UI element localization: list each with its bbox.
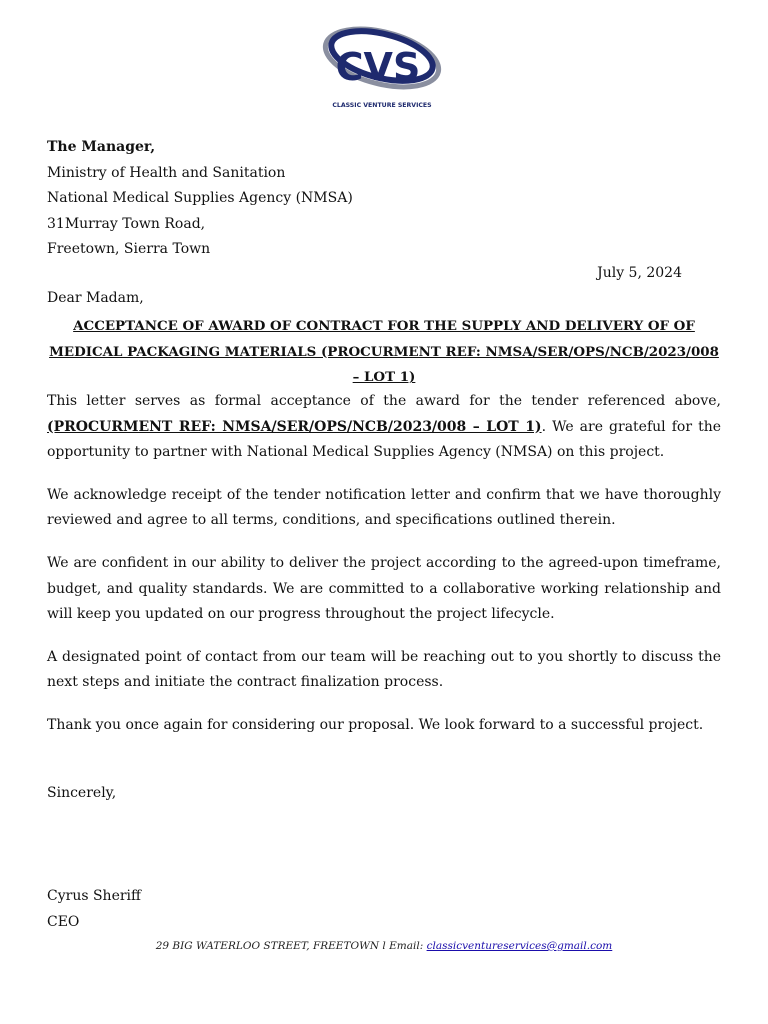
company-logo: [318, 16, 446, 114]
p1-intro: This letter serves as formal acceptance of the award for the tender referenced above,: [47, 393, 721, 409]
body-paragraph-5: Thank you once again for considering our proposal. We look forward to a successful project.: [47, 716, 704, 733]
body-paragraph-3: We are confident in our ability to deliver the project according to the agreed-upon timeframe, budget, and quality standards. We are committed to a collaborative working relationship and will keep you updated on our progress throughout the project lifecycle.: [47, 554, 721, 623]
recipient-ministry: Ministry of Health and Sanitation: [47, 164, 286, 181]
signatory-name: Cyrus Sheriff: [47, 888, 141, 904]
recipient-title: The Manager,: [47, 139, 156, 155]
logo-letters: CVS: [335, 45, 421, 89]
recipient-city: Freetown, Sierra Town: [47, 241, 211, 258]
closing: Sincerely,: [47, 785, 117, 801]
body-paragraph-2: We acknowledge receipt of the tender notification letter and confirm that we have thoroughly reviewed and agree to all terms, conditions, and specifications outlined therein.: [47, 486, 721, 529]
cvs-logo-graphic: [318, 16, 446, 114]
recipient-street: 31Murray Town Road,: [47, 215, 206, 232]
salutation: Dear Madam,: [47, 290, 144, 306]
signatory-title: CEO: [47, 913, 80, 930]
p1-rest: . We are grateful for the opportunity to partner with National Medical Supplies Agency (NMSA) on this project.: [47, 418, 721, 461]
footer-email-link[interactable]: classicventureservices@gmail.com: [426, 940, 613, 952]
subject-line: ACCEPTANCE OF AWARD OF CONTRACT FOR THE SUPPLY AND DELIVERY OF OF MEDICAL PACKAGING MATERIALS (PROCURMENT REF: NMSA/SER/OPS/NCB/2023/008 – LOT 1): [49, 318, 719, 386]
logo-company-name: CLASSIC VENTURE SERVICES: [332, 102, 432, 109]
recipient-address: [47, 135, 353, 263]
letter-date: July 5, 2024: [597, 265, 682, 281]
signature-block: [47, 884, 141, 935]
footer: [0, 940, 768, 952]
procurement-reference: (PROCURMENT REF: NMSA/SER/OPS/NCB/2023/008 – LOT 1): [47, 418, 542, 435]
body-paragraph-4: A designated point of contact from our team will be reaching out to you shortly to discuss the next steps and initiate the contract finalization process.: [47, 648, 721, 691]
body-paragraph-1: [47, 389, 721, 466]
letter-body: [47, 389, 721, 756]
recipient-agency: National Medical Supplies Agency (NMSA): [47, 190, 353, 207]
footer-address: 29 BIG WATERLOO STREET, FREETOWN l Email:: [155, 940, 427, 952]
